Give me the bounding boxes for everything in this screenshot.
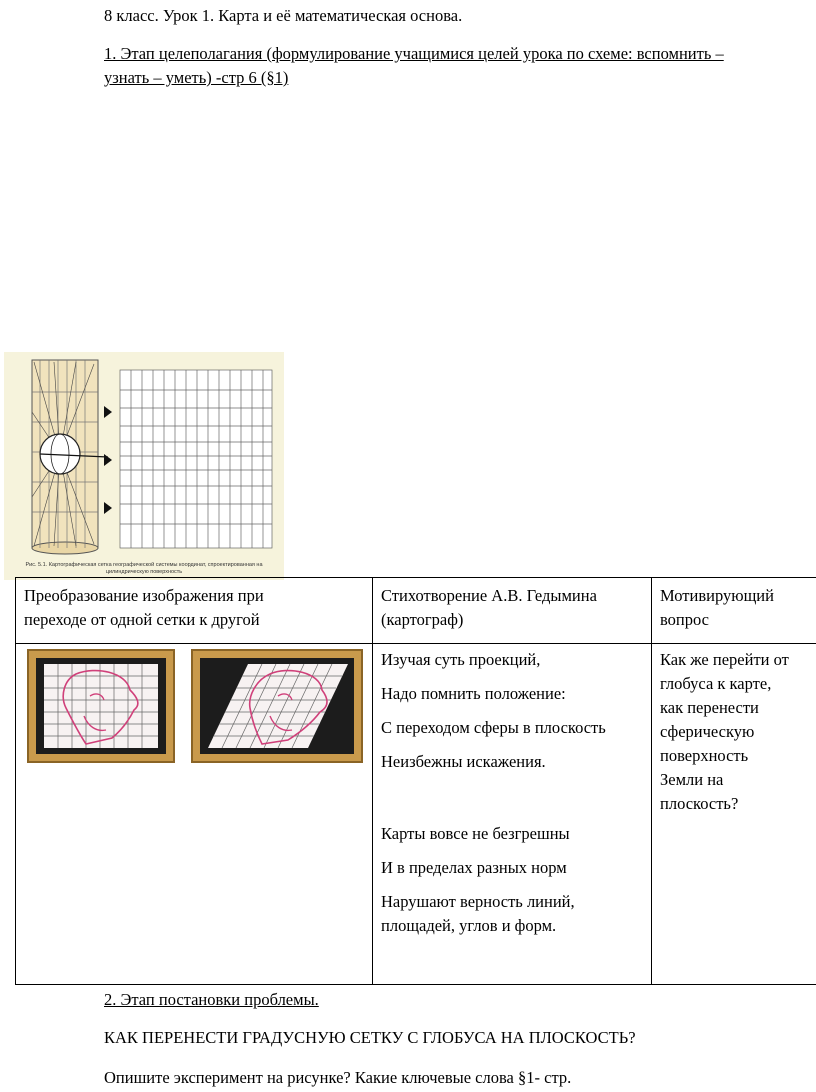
header-col2-line1: Стихотворение А.В. Гедымина — [381, 586, 597, 605]
poem-cell — [373, 644, 652, 985]
stage2-heading: 2. Этап постановки проблемы. — [104, 990, 319, 1009]
header-col3-line2: вопрос — [660, 610, 709, 629]
question-line-2: глобуса к карте, — [660, 674, 772, 693]
table-body-row — [16, 644, 816, 985]
stage1-heading-line2: узнать – уметь) -стр 6 (§1) — [104, 68, 289, 87]
stage1-heading-line1: 1. Этап целеполагания (формулирование учащимися целей урока по схеме: вспомнить – — [104, 44, 724, 63]
header-col1-line1: Преобразование изображения при — [24, 586, 264, 605]
question-line-6: Земли на — [660, 770, 724, 789]
problem-statement: КАК ПЕРЕНЕСТИ ГРАДУСНУЮ СЕТКУ С ГЛОБУСА НА ПЛОСКОСТЬ? — [104, 1028, 636, 1047]
poem-line-1: Изучая суть проекций, — [381, 650, 541, 669]
table-header-row — [16, 578, 816, 644]
task-statement: Опишите эксперимент на рисунке? Какие ключевые слова §1- стр. — [104, 1068, 572, 1087]
poem-line-2: Надо помнить положение: — [381, 684, 566, 703]
page-title: 8 класс. Урок 1. Карта и её математическая основа. — [104, 6, 463, 25]
cylinder-grid-illustration — [4, 352, 284, 557]
figure-caption-line1: Рис. 5.1. Картографическая сетка географической системы координат, спроектированная на — [25, 562, 263, 568]
poem-line-6: И в пределах разных норм — [381, 858, 567, 877]
question-line-5: поверхность — [660, 746, 749, 765]
poem-line-3: С переходом сферы в плоскость — [381, 718, 606, 737]
header-cell-transformation — [16, 578, 373, 644]
poem-line-5: Карты вовсе не безгрешны — [381, 824, 570, 843]
header-col1-line2: переходе от одной сетки к другой — [24, 610, 260, 629]
cylinder-projection-figure — [4, 352, 284, 580]
poem-line-4: Неизбежны искажения. — [381, 752, 546, 771]
poem-line-7b: площадей, углов и форм. — [381, 916, 557, 935]
question-line-1: Как же перейти от — [660, 650, 789, 669]
header-col3-line1: Мотивирующий — [660, 586, 774, 605]
question-line-3: как перенести — [660, 698, 759, 717]
poem-line-7a: Нарушают верность линий, — [381, 892, 575, 911]
lesson-table — [15, 577, 816, 985]
header-cell-poem — [373, 578, 652, 644]
header-col2-line2: (картограф) — [381, 610, 464, 629]
transformation-images-cell — [16, 644, 373, 985]
header-cell-question — [652, 578, 816, 644]
question-line-4: сферическую — [660, 722, 755, 741]
grid-transformation-illustration — [26, 646, 366, 766]
figure-caption-line2: цилиндрическую поверхность — [105, 569, 183, 575]
question-line-7: плоскость? — [660, 794, 739, 813]
question-cell — [652, 644, 816, 985]
